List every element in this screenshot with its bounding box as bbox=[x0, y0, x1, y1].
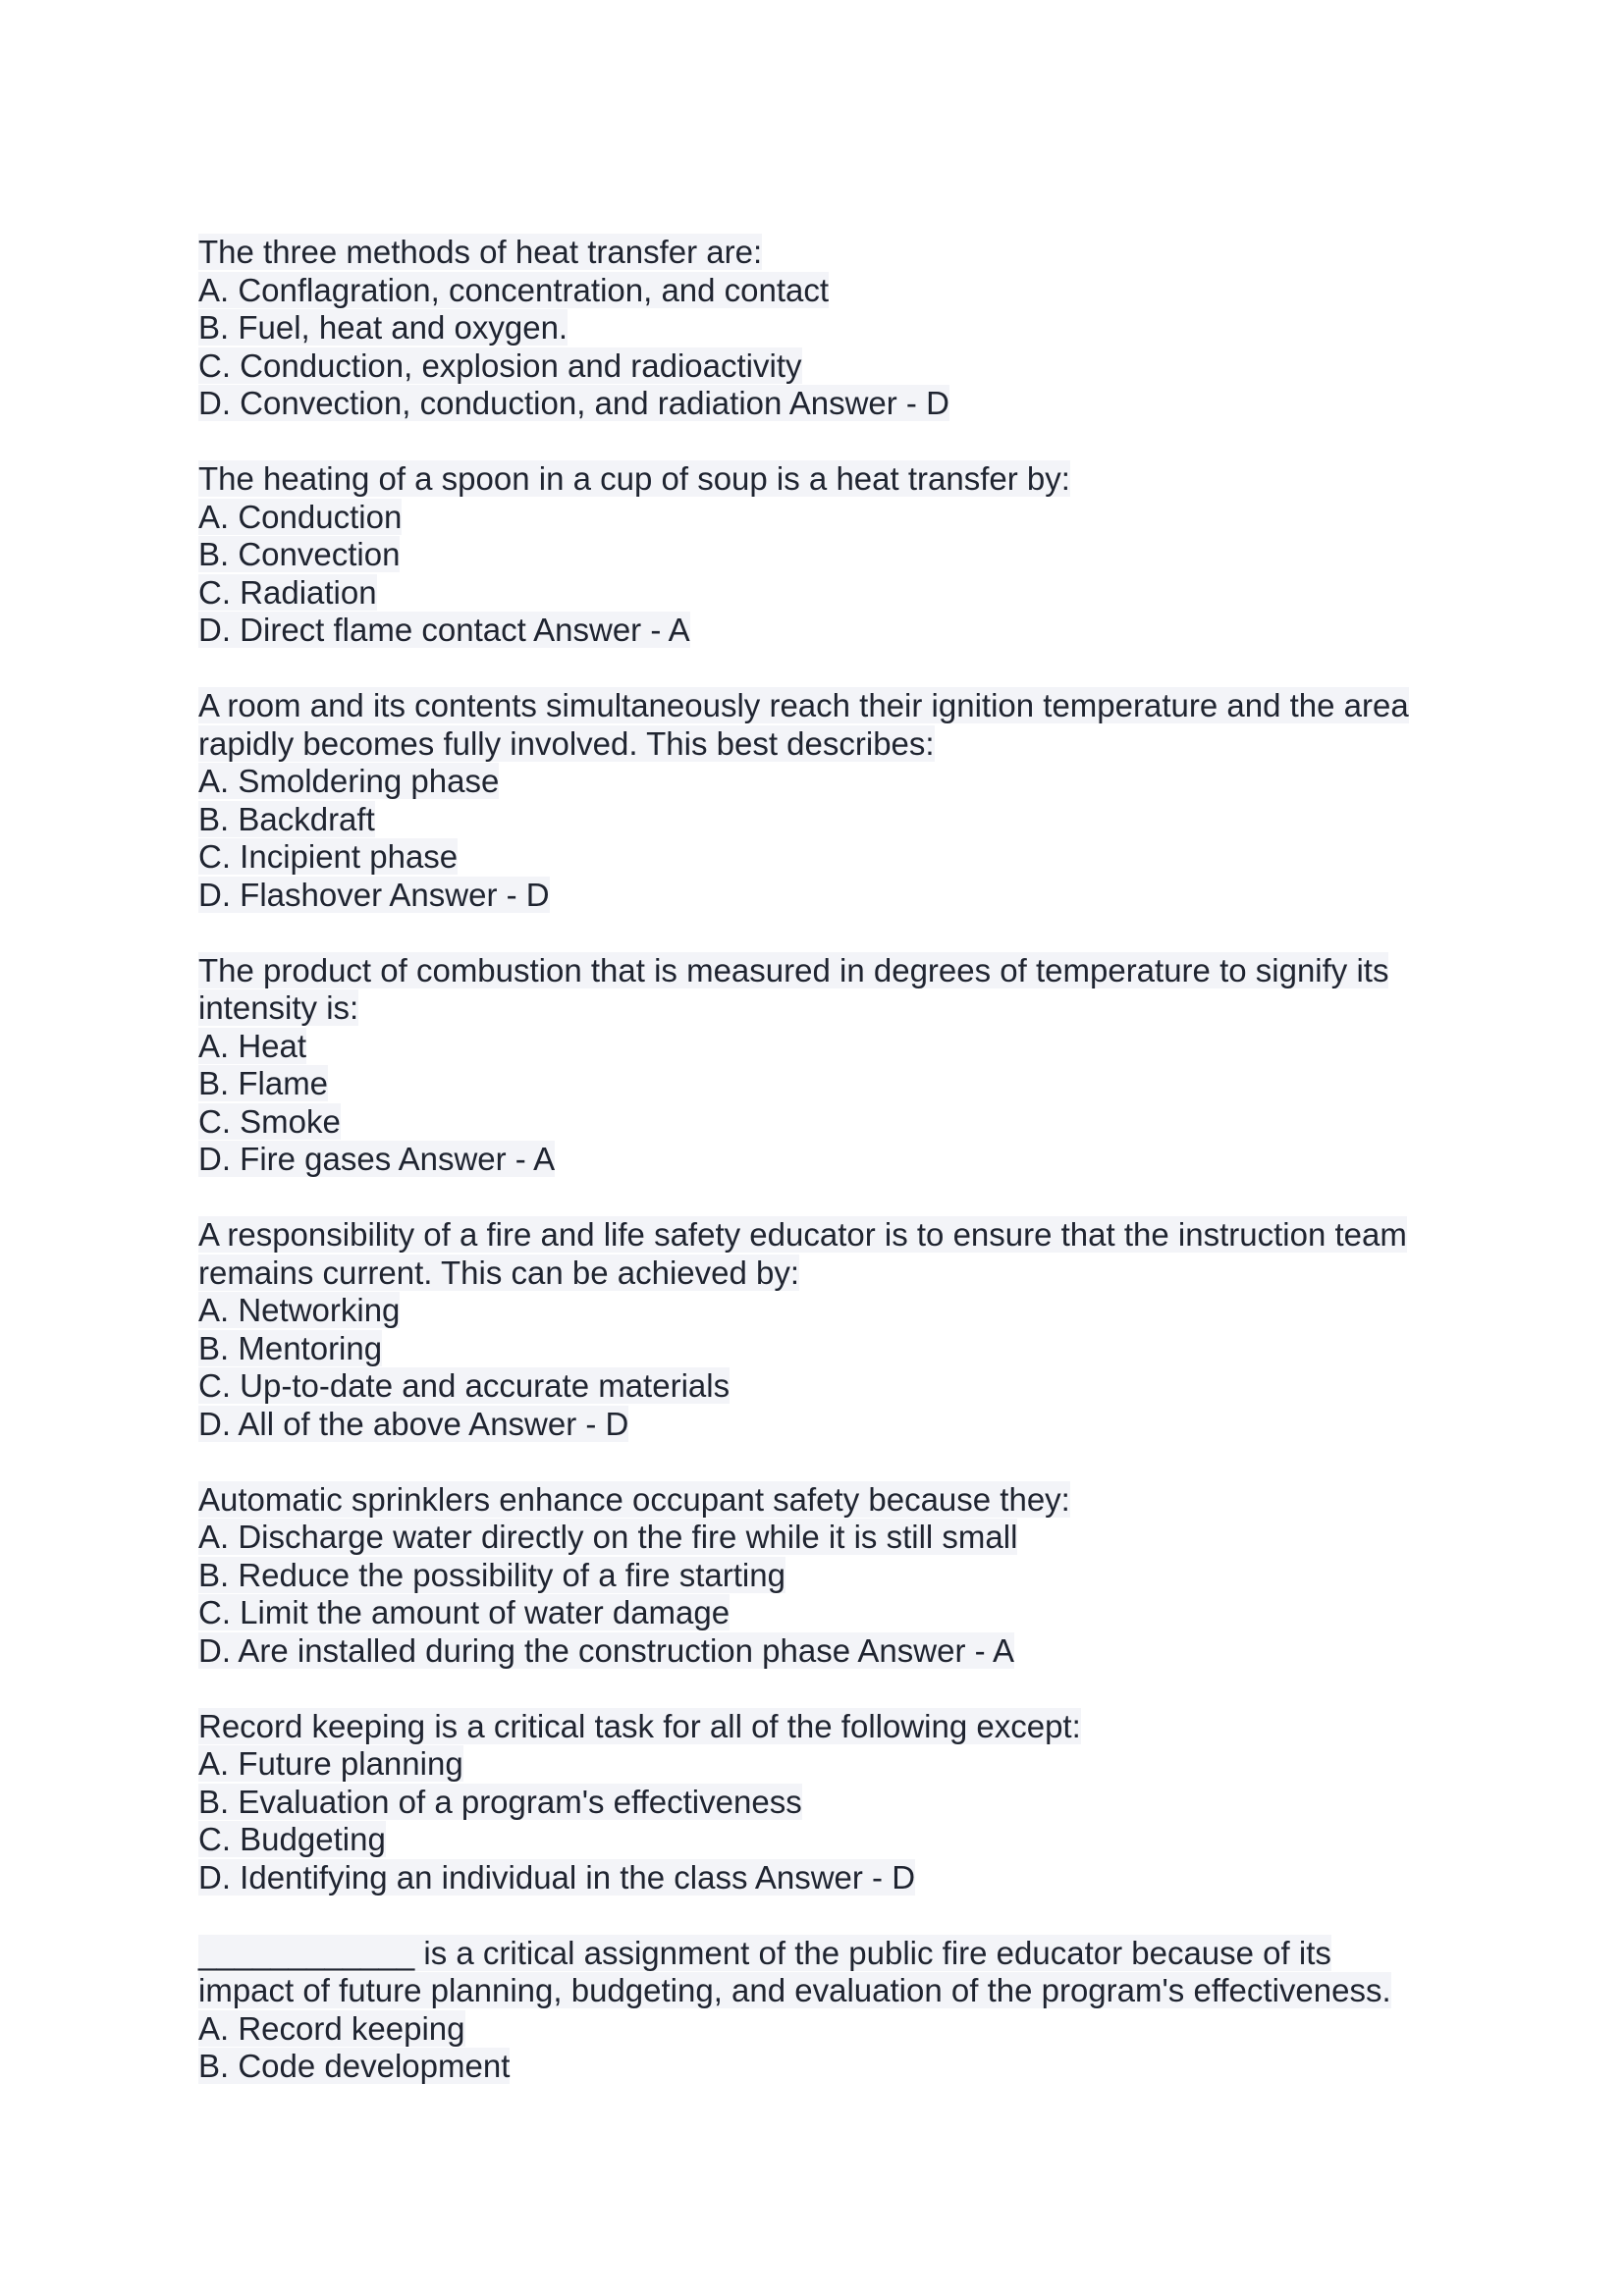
question-block bbox=[198, 687, 1435, 914]
question-block bbox=[198, 1216, 1435, 1443]
question-stem: A responsibility of a fire and life safety educator is to ensure that the instruction team bbox=[198, 1216, 1407, 1253]
answer-option: C. Smoke bbox=[198, 1102, 341, 1140]
question-stem: The three methods of heat transfer are: bbox=[198, 234, 763, 270]
answer-option: B. Backdraft bbox=[198, 800, 375, 837]
question-block bbox=[198, 1935, 1435, 2086]
answer-option: D. Flashover Answer - D bbox=[198, 876, 550, 913]
answer-option: D. Identifying an individual in the class Answer - D bbox=[198, 1858, 916, 1896]
question-block bbox=[198, 952, 1435, 1179]
answer-option: B. Fuel, heat and oxygen. bbox=[198, 309, 568, 346]
question-block bbox=[198, 460, 1435, 650]
answer-option: C. Limit the amount of water damage bbox=[198, 1594, 731, 1630]
question-stem: Record keeping is a critical task for all of the following except: bbox=[198, 1707, 1081, 1744]
answer-option: B. Code development bbox=[198, 2048, 511, 2084]
answer-option: C. Up-to-date and accurate materials bbox=[198, 1367, 731, 1404]
answer-option: D. All of the above Answer - D bbox=[198, 1405, 629, 1442]
question-stem: Automatic sprinklers enhance occupant safety because they: bbox=[198, 1480, 1070, 1518]
answer-option: B. Reduce the possibility of a fire starting bbox=[198, 1556, 785, 1593]
question-stem: A room and its contents simultaneously reach their ignition temperature and the area bbox=[198, 687, 1409, 723]
answer-option: B. Flame bbox=[198, 1065, 329, 1101]
answer-option: C. Budgeting bbox=[198, 1821, 386, 1857]
answer-option: C. Incipient phase bbox=[198, 838, 459, 875]
answer-option: A. Future planning bbox=[198, 1745, 463, 1782]
question-stem: remains current. This can be achieved by: bbox=[198, 1254, 800, 1291]
answer-option: A. Networking bbox=[198, 1292, 401, 1328]
answer-option: B. Mentoring bbox=[198, 1329, 383, 1366]
answer-option: A. Discharge water directly on the fire while it is still small bbox=[198, 1519, 1018, 1555]
answer-option: A. Conflagration, concentration, and contact bbox=[198, 271, 830, 308]
answer-option: C. Conduction, explosion and radioactivity bbox=[198, 347, 802, 384]
answer-option: D. Fire gases Answer - A bbox=[198, 1141, 556, 1177]
answer-option: A. Conduction bbox=[198, 498, 403, 535]
answer-option: A. Smoldering phase bbox=[198, 763, 500, 799]
document-page bbox=[198, 234, 1435, 2123]
question-stem: The product of combustion that is measured in degrees of temperature to signify its bbox=[198, 951, 1389, 988]
answer-option: C. Radiation bbox=[198, 573, 377, 611]
question-stem: ____________ is a critical assignment of the public fire educator because of its bbox=[198, 1934, 1331, 1971]
answer-option: D. Direct flame contact Answer - A bbox=[198, 612, 690, 648]
question-stem: intensity is: bbox=[198, 989, 359, 1026]
answer-option: B. Convection bbox=[198, 536, 401, 572]
answer-option: D. Convection, conduction, and radiation Answer - D bbox=[198, 385, 949, 421]
question-stem: rapidly becomes fully involved. This best describes: bbox=[198, 724, 935, 762]
answer-option: A. Record keeping bbox=[198, 2009, 465, 2047]
question-block bbox=[198, 1481, 1435, 1671]
question-stem: impact of future planning, budgeting, and evaluation of the program's effectiveness. bbox=[198, 1972, 1391, 2008]
answer-option: D. Are installed during the construction phase Answer - A bbox=[198, 1631, 1014, 1669]
answer-option: B. Evaluation of a program's effectiveness bbox=[198, 1783, 802, 1820]
question-stem: The heating of a spoon in a cup of soup is a heat transfer by: bbox=[198, 460, 1070, 497]
answer-option: A. Heat bbox=[198, 1027, 307, 1064]
question-block bbox=[198, 1708, 1435, 1897]
question-block bbox=[198, 234, 1435, 423]
